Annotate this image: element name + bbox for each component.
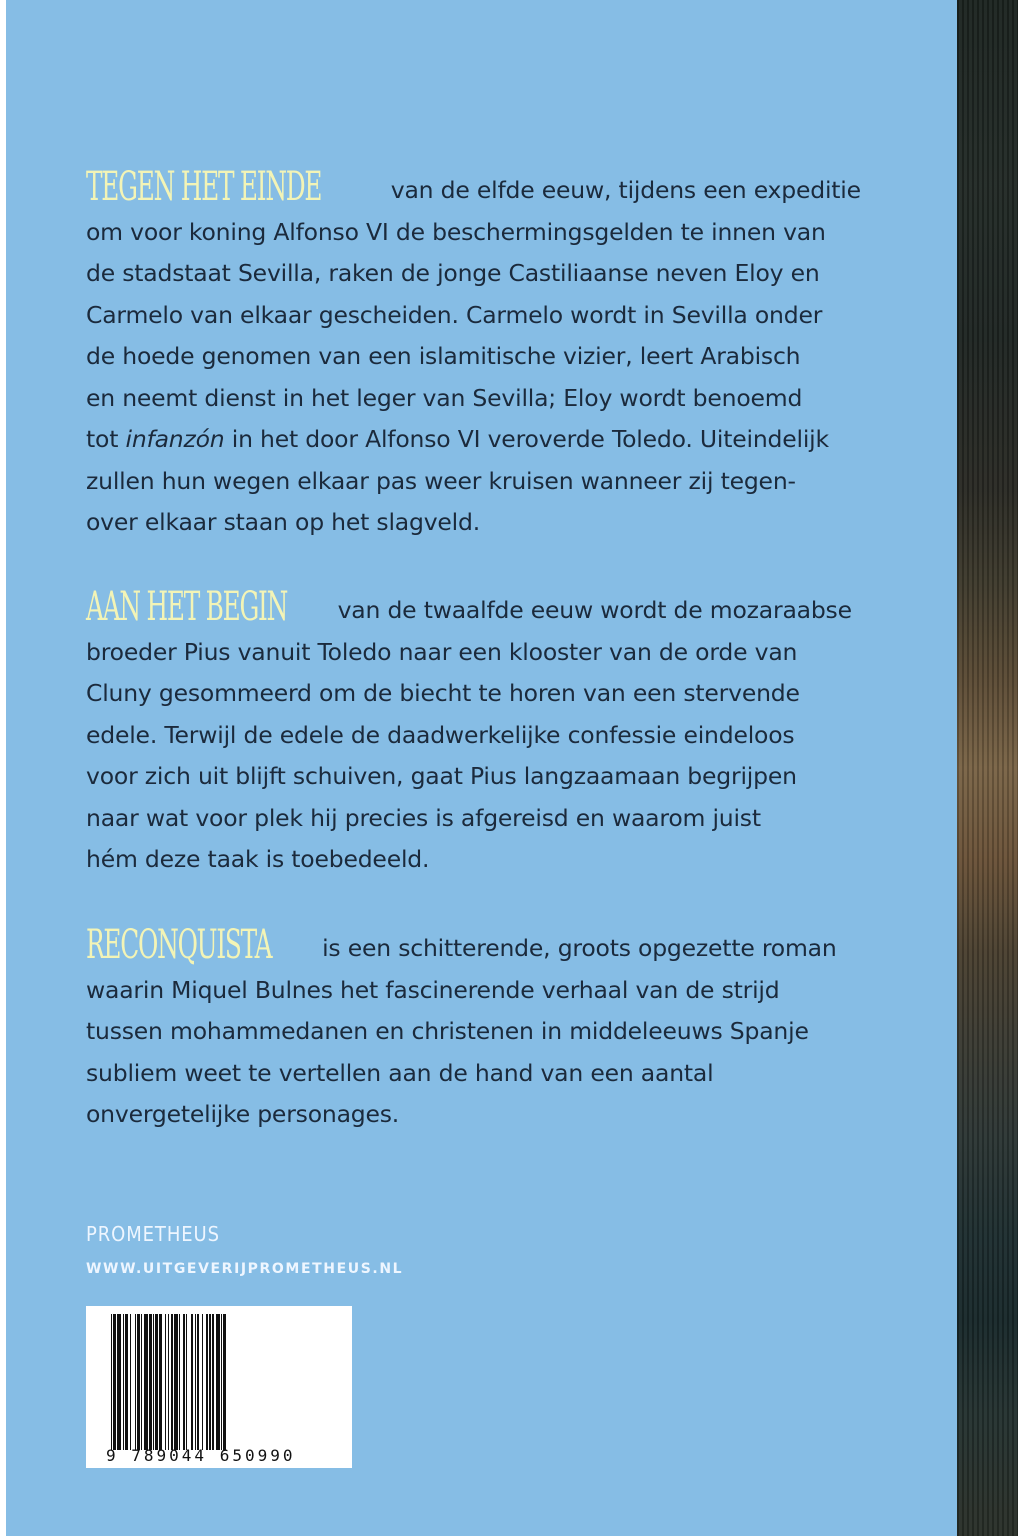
publisher-logo: PROMETHEUS	[86, 1222, 220, 1246]
text-line: Cluny gesommeerd om de biecht te horen van een stervende	[86, 679, 800, 707]
italic-term: infanzón	[125, 425, 225, 453]
text-line: hém deze taak is toebedeeld.	[86, 845, 430, 873]
publisher-url[interactable]: WWW.UITGEVERIJPROMETHEUS.NL	[86, 1261, 404, 1277]
text-line: van de elfde eeuw, tijdens een expeditie	[383, 176, 861, 204]
barcode-bar	[223, 1314, 225, 1450]
text-line	[86, 419, 916, 461]
text-line: naar wat voor plek hij precies is afgereisd en waarom juist	[86, 803, 761, 832]
text-line: Carmelo van elkaar gescheiden. Carmelo wordt in Sevilla onder	[86, 300, 823, 329]
text-line: om voor koning Alfonso VI de beschermingsgelden te innen van	[86, 217, 826, 246]
text-line: voor zich uit blijft schuiven, gaat Pius langzaamaan begrijpen	[86, 762, 797, 790]
text-line: en neemt dienst in het leger van Sevilla; Eloy wordt benoemd	[86, 383, 803, 412]
lead-heading-3: RECONQUISTA	[86, 922, 272, 968]
text-line: subliem weet te vertellen aan de hand van een aantal	[86, 1058, 714, 1087]
paragraph-1	[86, 164, 916, 544]
text-line: over elkaar staan op het slagveld.	[86, 508, 480, 536]
text-line: is een schitterende, groots opgezette roman	[314, 934, 837, 962]
spine-edge	[1018, 0, 1024, 1536]
paragraph-3	[86, 922, 916, 1136]
text-line: van de twaalfde eeuw wordt de mozaraabse	[330, 596, 852, 624]
text-fragment: tot	[86, 425, 126, 453]
paragraph-2-line-1	[86, 584, 916, 632]
text-line: onvergetelijke personages.	[86, 1100, 400, 1128]
paragraph-1-line-1	[86, 164, 916, 212]
text-line: de stadstaat Sevilla, raken de jonge Castiliaanse neven Eloy en	[86, 259, 820, 287]
text-line: waarin Miquel Bulnes het fascinerende verhaal van de strijd	[86, 975, 780, 1004]
text-line: tussen mohammedanen en christenen in middeleeuws Spanje	[86, 1017, 809, 1045]
lead-heading-1: TEGEN HET EINDE	[86, 164, 322, 210]
text-line: broeder Pius vanuit Toledo naar een klooster van de orde van	[86, 637, 798, 666]
lead-heading-2: AAN HET BEGIN	[86, 584, 288, 630]
isbn-barcode	[86, 1306, 352, 1468]
paragraph-3-line-1	[86, 922, 916, 970]
text-line: de hoede genomen van een islamitische vizier, leert Arabisch	[86, 342, 801, 370]
text-line: edele. Terwijl de edele de daadwerkelijke confessie eindeloos	[86, 720, 795, 749]
isbn-number: 9 789044 650990	[106, 1446, 296, 1465]
spine-image-strip	[957, 0, 1018, 1536]
text-fragment: in het door Alfonso VI veroverde Toledo. Uiteindelijk	[224, 425, 829, 453]
paragraph-2	[86, 584, 916, 881]
barcode-bars	[111, 1314, 333, 1450]
text-line: zullen hun wegen elkaar pas weer kruisen wanneer zij tegen-	[86, 466, 796, 495]
